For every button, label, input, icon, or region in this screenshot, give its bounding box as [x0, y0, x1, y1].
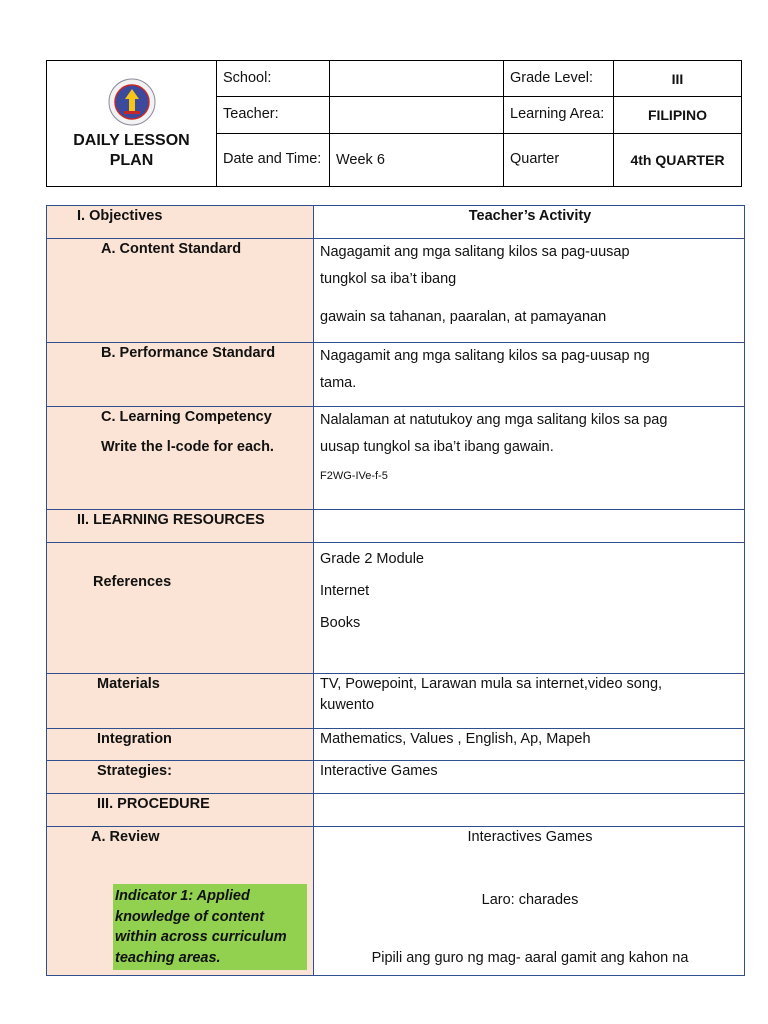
quarter-value: 4th QUARTER — [614, 133, 742, 186]
header-table — [46, 60, 742, 187]
indicator-line: within across curriculum — [115, 929, 287, 945]
procedure-row — [47, 794, 745, 827]
review-row — [47, 827, 745, 976]
objectives-label: I. Objectives — [77, 208, 163, 224]
integration-row — [47, 729, 745, 761]
content-standard-label: A. Content Standard — [101, 241, 242, 257]
reference-item: Books — [320, 615, 361, 631]
review-line3: Pipili ang guro ng mag- aaral gamit ang kahon na — [371, 950, 689, 966]
reference-item: Grade 2 Module — [320, 551, 424, 567]
materials-label: Materials — [97, 676, 160, 692]
learning-resources-row — [47, 510, 745, 543]
performance-standard-label: B. Performance Standard — [101, 345, 276, 361]
strategies-value: Interactive Games — [320, 763, 438, 779]
content-standard-row — [47, 239, 745, 343]
review-line1: Interactives Games — [467, 829, 593, 845]
review-line2: Laro: charades — [481, 892, 579, 908]
grade-level-label: Grade Level: — [504, 61, 614, 97]
integration-value: Mathematics, Values , English, Ap, Mapeh — [320, 731, 591, 747]
procedure-value — [314, 794, 745, 827]
learning-competency-line2: uusap tungkol sa iba’t ibang gawain. — [320, 439, 554, 455]
quarter-label: Quarter — [504, 133, 614, 186]
learning-area-label: Learning Area: — [504, 97, 614, 133]
learning-resources-value — [314, 510, 745, 543]
review-label: A. Review — [91, 829, 160, 845]
performance-standard-line2: tama. — [320, 375, 357, 391]
objectives-row — [47, 206, 745, 239]
references-label: References — [93, 574, 172, 590]
lesson-plan-table — [46, 205, 745, 976]
competency-code: F2WG-IVe-f-5 — [320, 470, 388, 482]
learning-resources-label: II. LEARNING RESOURCES — [77, 512, 265, 528]
teachers-activity-heading: Teacher’s Activity — [468, 208, 592, 224]
document-title-line1: DAILY LESSON — [73, 131, 190, 149]
teacher-label: Teacher: — [217, 97, 330, 133]
procedure-label: III. PROCEDURE — [97, 796, 210, 812]
date-time-label: Date and Time: — [217, 133, 330, 186]
lcode-instruction-label: Write the l-code for each. — [101, 439, 274, 455]
indicator-line: knowledge of content — [115, 908, 265, 925]
indicator-line: Indicator 1: Applied — [115, 888, 250, 904]
content-standard-line1: Nagagamit ang mga salitang kilos sa pag-uusap — [320, 244, 630, 260]
learning-competency-label: C. Learning Competency — [101, 409, 272, 425]
materials-line1: TV, Powepoint, Larawan mula sa internet,video song, — [320, 676, 663, 692]
school-value — [330, 61, 504, 97]
strategies-row — [47, 761, 745, 794]
learning-competency-row — [47, 407, 745, 510]
performance-standard-row — [47, 343, 745, 407]
integration-label: Integration — [97, 731, 172, 747]
indicator-highlight — [113, 884, 307, 970]
learning-area-value: FILIPINO — [614, 97, 742, 133]
reference-item: Internet — [320, 583, 370, 599]
date-time-value: Week 6 — [330, 133, 504, 186]
indicator-line: teaching areas. — [115, 949, 221, 966]
document-title-line2: PLAN — [109, 151, 154, 169]
school-label: School: — [217, 61, 330, 97]
materials-line2: kuwento — [320, 697, 375, 713]
content-standard-line3: gawain sa tahanan, paaralan, at pamayanan — [320, 309, 607, 325]
deped-seal-logo — [102, 77, 162, 127]
learning-competency-line1: Nalalaman at natutukoy ang mga salitang kilos sa pag — [320, 412, 668, 428]
logo-title-cell — [47, 61, 217, 187]
grade-level-value: III — [614, 61, 742, 97]
materials-row — [47, 674, 745, 729]
strategies-label: Strategies: — [97, 763, 172, 779]
content-standard-line2: tungkol sa iba’t ibang — [320, 271, 457, 287]
performance-standard-line1: Nagagamit ang mga salitang kilos sa pag-uusap ng — [320, 348, 650, 364]
teacher-value — [330, 97, 504, 133]
references-row — [47, 543, 745, 674]
